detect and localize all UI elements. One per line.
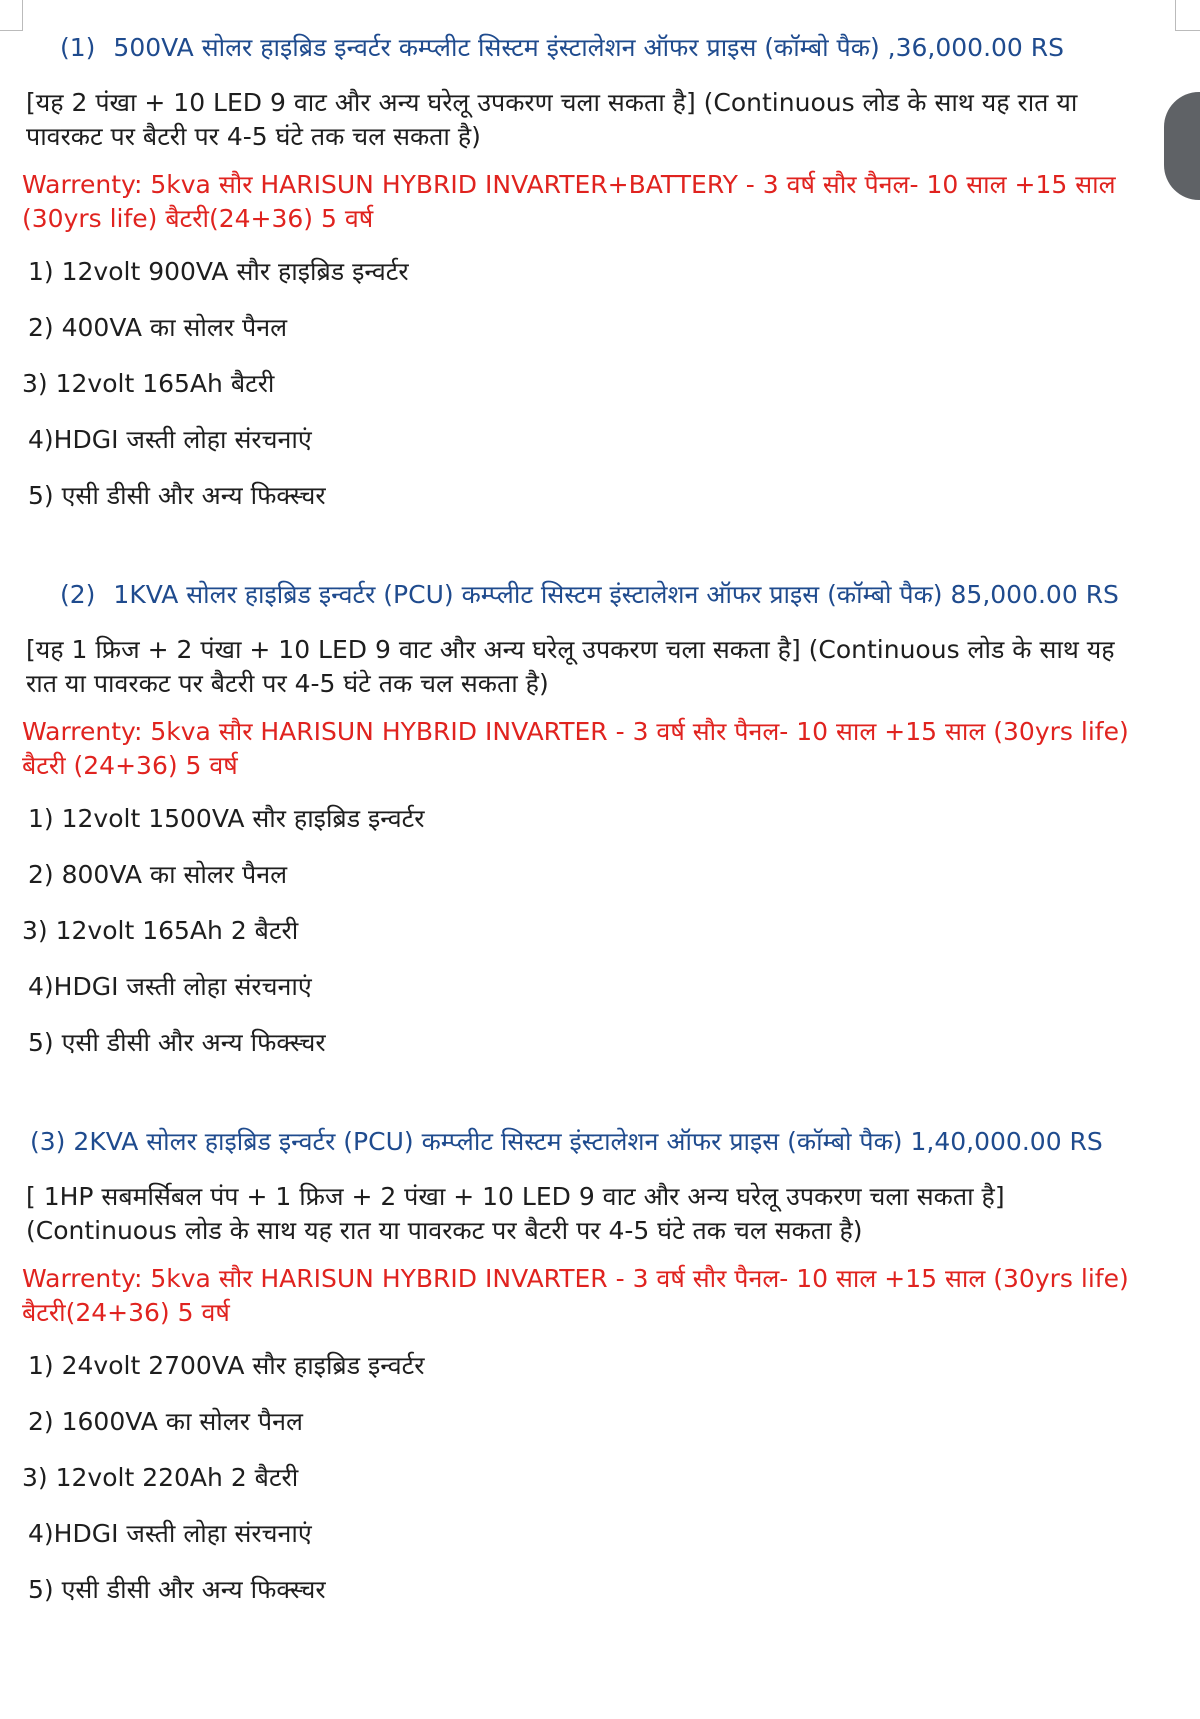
page-corner-top-left bbox=[0, 0, 23, 31]
component-list bbox=[22, 254, 1152, 514]
offer-warranty: Warrenty: 5kva सौर HARISUN HYBRID INVARTER+BATTERY - 3 वर्ष सौर पैनल- 10 साल +15 साल (30yrs life) बैटरी(24+36) 5 वर्ष bbox=[22, 170, 1116, 233]
component-item: 5) एसी डीसी और अन्य फिक्स्चर bbox=[28, 1028, 326, 1057]
offer-number: (1) bbox=[60, 33, 96, 62]
offer-title: 1KVA सोलर हाइब्रिड इन्वर्टर (PCU) कम्प्लीट सिस्टम इंस्टालेशन ऑफर प्राइस (कॉम्बो पैक) 85,000.00 RS bbox=[113, 580, 1119, 609]
offer-number: (3) bbox=[30, 1127, 66, 1156]
component-item: 2) 400VA का सोलर पैनल bbox=[28, 313, 288, 342]
offer-heading bbox=[22, 1124, 1152, 1160]
document-page bbox=[22, 28, 1152, 1671]
offer-number: (2) bbox=[60, 580, 96, 609]
offer-section-3 bbox=[22, 1124, 1152, 1608]
component-item: 5) एसी डीसी और अन्य फिक्स्चर bbox=[28, 481, 326, 510]
component-item: 1) 12volt 900VA सौर हाइब्रिड इन्वर्टर bbox=[28, 257, 409, 286]
offer-section-2 bbox=[22, 577, 1152, 1061]
offer-warranty: Warrenty: 5kva सौर HARISUN HYBRID INVARTER - 3 वर्ष सौर पैनल- 10 साल +15 साल (30yrs life) बैटरी(24+36) 5 वर्ष bbox=[22, 1264, 1129, 1327]
offer-heading bbox=[22, 30, 1152, 66]
component-item: 1) 12volt 1500VA सौर हाइब्रिड इन्वर्टर bbox=[28, 804, 425, 833]
component-item: 3) 12volt 220Ah 2 बैटरी bbox=[22, 1463, 299, 1492]
component-item: 1) 24volt 2700VA सौर हाइब्रिड इन्वर्टर bbox=[28, 1351, 425, 1380]
component-item: 4)HDGI जस्ती लोहा संरचनाएं bbox=[28, 972, 312, 1001]
offer-description: [ 1HP सबमर्सिबल पंप + 1 फ्रिज + 2 पंखा + 10 LED 9 वाट और अन्य घरेलू उपकरण चला सकता है] (Continuous लोड के साथ यह रात या पावरकट पर बैटरी पर 4-5 घंटे तक चल सकता है) bbox=[26, 1182, 1005, 1245]
component-list bbox=[22, 1348, 1152, 1608]
component-item: 3) 12volt 165Ah बैटरी bbox=[22, 369, 275, 398]
page-corner-top-right bbox=[1175, 0, 1200, 31]
scroll-handle[interactable] bbox=[1164, 92, 1200, 200]
offer-warranty: Warrenty: 5kva सौर HARISUN HYBRID INVARTER - 3 वर्ष सौर पैनल- 10 साल +15 साल (30yrs life) बैटरी (24+36) 5 वर्ष bbox=[22, 717, 1129, 780]
offer-description: [यह 2 पंखा + 10 LED 9 वाट और अन्य घरेलू उपकरण चला सकता है] (Continuous लोड के साथ यह रात या पावरकट पर बैटरी पर 4-5 घंटे तक चल सकता है) bbox=[26, 88, 1078, 151]
offer-description: [यह 1 फ्रिज + 2 पंखा + 10 LED 9 वाट और अन्य घरेलू उपकरण चला सकता है] (Continuous लोड के साथ यह रात या पावरकट पर बैटरी पर 4-5 घंटे तक चल सकता है) bbox=[26, 635, 1115, 698]
offer-section-1 bbox=[22, 30, 1152, 514]
component-item: 4)HDGI जस्ती लोहा संरचनाएं bbox=[28, 425, 312, 454]
component-item: 5) एसी डीसी और अन्य फिक्स्चर bbox=[28, 1575, 326, 1604]
offer-title: 500VA सोलर हाइब्रिड इन्वर्टर कम्प्लीट सिस्टम इंस्टालेशन ऑफर प्राइस (कॉम्बो पैक) ,36,000.00 RS bbox=[113, 33, 1065, 62]
component-list bbox=[22, 801, 1152, 1061]
component-item: 2) 1600VA का सोलर पैनल bbox=[28, 1407, 303, 1436]
offer-heading bbox=[22, 577, 1152, 613]
component-item: 2) 800VA का सोलर पैनल bbox=[28, 860, 288, 889]
component-item: 4)HDGI जस्ती लोहा संरचनाएं bbox=[28, 1519, 312, 1548]
offer-title: 2KVA सोलर हाइब्रिड इन्वर्टर (PCU) कम्प्लीट सिस्टम इंस्टालेशन ऑफर प्राइस (कॉम्बो पैक) 1,40,000.00 RS bbox=[73, 1127, 1103, 1156]
component-item: 3) 12volt 165Ah 2 बैटरी bbox=[22, 916, 299, 945]
